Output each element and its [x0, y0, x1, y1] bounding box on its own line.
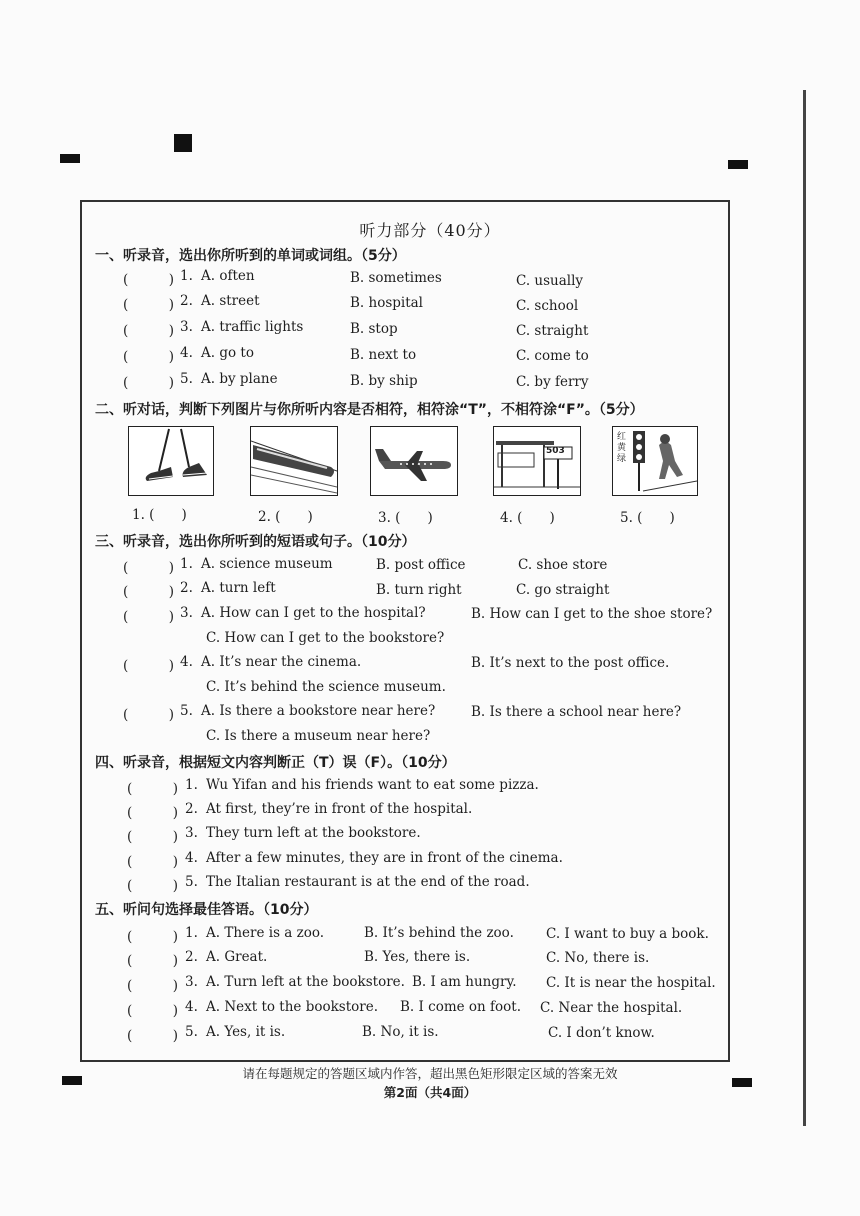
statement-text: They turn left at the bookstore.	[206, 825, 421, 841]
option-b: B. sometimes	[350, 270, 442, 286]
light-label-red: 红	[617, 432, 627, 442]
answer-bracket[interactable]: ( )	[123, 297, 175, 313]
answer-bracket[interactable]: ( )	[123, 560, 175, 576]
option-b: B. It’s behind the zoo.	[364, 925, 514, 941]
item-number: 2.	[185, 949, 198, 965]
section-2-heading: 二、听对话，判断下列图片与你所听内容是否相符，相符涂“T”，不相符涂“F”。（5分）	[95, 402, 644, 418]
option-c: C. I want to buy a book.	[546, 926, 709, 942]
option-b: B. I come on foot.	[400, 999, 521, 1015]
option-c: C. go straight	[516, 582, 610, 598]
option-c: C. by ferry	[516, 374, 589, 390]
item-number: 4.	[185, 850, 198, 866]
section-5-heading: 五、听问句选择最佳答语。（10分）	[95, 902, 318, 918]
answer-bracket[interactable]: ( )	[123, 375, 175, 391]
option-a: A. Next to the bookstore.	[206, 999, 378, 1015]
option-b: B. hospital	[350, 295, 424, 311]
answer-bracket[interactable]: ( )	[123, 707, 175, 723]
item-number: 3.	[185, 974, 198, 990]
item-number: 1.	[180, 268, 193, 284]
answer-bracket[interactable]: ( )	[127, 929, 179, 945]
item-number: 4.	[185, 999, 198, 1015]
registration-mark-top-right	[728, 160, 748, 169]
option-b: B. No, it is.	[362, 1024, 439, 1040]
answer-bracket[interactable]: ( )	[127, 829, 179, 845]
option-a: A. turn left	[201, 580, 276, 596]
option-c: C. come to	[516, 348, 589, 364]
item-number: 2.	[180, 580, 193, 596]
item-number: 5.	[180, 703, 193, 719]
bus-sign-number: 503	[546, 446, 565, 456]
answer-bracket[interactable]: ( )	[123, 349, 175, 365]
footer-notice: 请在每题规定的答题区域内作答，超出黑色矩形限定区域的答案无效	[242, 1066, 618, 1081]
answer-bracket[interactable]: ( )	[123, 323, 175, 339]
statement-text: Wu Yifan and his friends want to eat some pizza.	[206, 777, 539, 793]
item-number: 5.	[185, 874, 198, 890]
picture-traffic-light	[612, 426, 698, 496]
bus-stop-icon	[494, 427, 580, 495]
item-number: 1.	[185, 777, 198, 793]
option-a: A. Is there a bookstore near here?	[201, 703, 436, 719]
item-number: 3.	[180, 319, 193, 335]
picture-train	[250, 426, 338, 496]
picture-5-answer[interactable]: 5. ( )	[620, 510, 675, 526]
answer-bracket[interactable]: ( )	[127, 953, 179, 969]
picture-4-answer[interactable]: 4. ( )	[500, 510, 555, 526]
item-number: 1.	[185, 925, 198, 941]
option-b: B. Is there a school near here?	[471, 704, 682, 720]
option-a: A. Great.	[206, 949, 268, 965]
option-b: B. next to	[350, 347, 417, 363]
answer-bracket[interactable]: ( )	[127, 781, 179, 797]
option-a: A. It’s near the cinema.	[201, 654, 362, 670]
option-c: C. No, there is.	[546, 950, 650, 966]
section-4-heading: 四、听录音，根据短文内容判断正（T）误（F）。（10分）	[95, 755, 456, 771]
light-label-yellow: 黄	[617, 443, 627, 453]
option-b: B. post office	[376, 557, 466, 573]
item-number: 4.	[180, 654, 193, 670]
page-number: 第2面（共4面）	[383, 1085, 477, 1100]
answer-bracket[interactable]: ( )	[127, 1028, 179, 1044]
option-a: A. How can I get to the hospital?	[201, 605, 426, 621]
answer-bracket[interactable]: ( )	[123, 584, 175, 600]
option-a: A. often	[201, 268, 255, 284]
item-number: 3.	[180, 605, 193, 621]
option-b: B. I am hungry.	[412, 974, 517, 990]
option-b: B. by ship	[350, 373, 418, 389]
airplane-icon	[371, 427, 457, 495]
page-title: 听力部分（40分）	[359, 221, 501, 240]
picture-1-answer[interactable]: 1. ( )	[132, 507, 187, 523]
option-c: C. Near the hospital.	[540, 1000, 683, 1016]
option-b: B. It’s next to the post office.	[471, 655, 670, 671]
option-a: A. by plane	[201, 371, 278, 387]
option-a: A. street	[201, 293, 260, 309]
item-number: 2.	[180, 293, 193, 309]
answer-bracket[interactable]: ( )	[123, 272, 175, 288]
light-label-green: 绿	[617, 454, 627, 464]
item-number: 2.	[185, 801, 198, 817]
option-c: C. How can I get to the bookstore?	[206, 630, 445, 646]
option-c: C. shoe store	[518, 557, 608, 573]
option-a: A. traffic lights	[201, 319, 304, 335]
answer-bracket[interactable]: ( )	[127, 854, 179, 870]
option-b: B. turn right	[376, 582, 462, 598]
registration-mark-top-left	[60, 154, 80, 163]
option-b: B. Yes, there is.	[364, 949, 471, 965]
picture-2-answer[interactable]: 2. ( )	[258, 509, 313, 525]
answer-bracket[interactable]: ( )	[123, 658, 175, 674]
item-number: 5.	[185, 1024, 198, 1040]
item-number: 3.	[185, 825, 198, 841]
statement-text: The Italian restaurant is at the end of the road.	[206, 874, 530, 890]
option-a: A. There is a zoo.	[206, 925, 325, 941]
option-c: C. usually	[516, 273, 584, 289]
option-c: C. It is near the hospital.	[546, 975, 716, 991]
item-number: 1.	[180, 556, 193, 572]
option-a: A. Turn left at the bookstore.	[206, 974, 405, 990]
statement-text: After a few minutes, they are in front of the cinema.	[206, 850, 563, 866]
answer-bracket[interactable]: ( )	[127, 805, 179, 821]
option-c: C. straight	[516, 323, 589, 339]
section-1-heading: 一、听录音，选出你所听到的单词或词组。（5分）	[95, 248, 406, 264]
scan-edge-line	[803, 90, 806, 1126]
picture-walking-feet	[128, 426, 214, 496]
option-a: A. science museum	[201, 556, 333, 572]
train-icon	[251, 427, 337, 495]
answer-bracket[interactable]: ( )	[127, 1003, 179, 1019]
option-b: B. How can I get to the shoe store?	[471, 606, 713, 622]
item-number: 5.	[180, 371, 193, 387]
option-a: A. go to	[201, 345, 254, 361]
item-number: 4.	[180, 345, 193, 361]
option-c: C. school	[516, 298, 579, 314]
registration-mark-top-square	[174, 134, 192, 152]
option-c: C. I don’t know.	[548, 1025, 655, 1041]
option-a: A. Yes, it is.	[206, 1024, 286, 1040]
picture-3-answer[interactable]: 3. ( )	[378, 510, 433, 526]
option-c: C. Is there a museum near here?	[206, 728, 431, 744]
answer-bracket[interactable]: ( )	[127, 878, 179, 894]
walking-feet-icon	[129, 427, 213, 495]
section-3-heading: 三、听录音，选出你所听到的短语或句子。（10分）	[95, 534, 416, 550]
answer-bracket[interactable]: ( )	[127, 978, 179, 994]
statement-text: At first, they’re in front of the hospital.	[206, 801, 473, 817]
option-c: C. It’s behind the science museum.	[206, 679, 446, 695]
answer-bracket[interactable]: ( )	[123, 609, 175, 625]
picture-bus-stop	[493, 426, 581, 496]
option-b: B. stop	[350, 321, 398, 337]
picture-airplane	[370, 426, 458, 496]
